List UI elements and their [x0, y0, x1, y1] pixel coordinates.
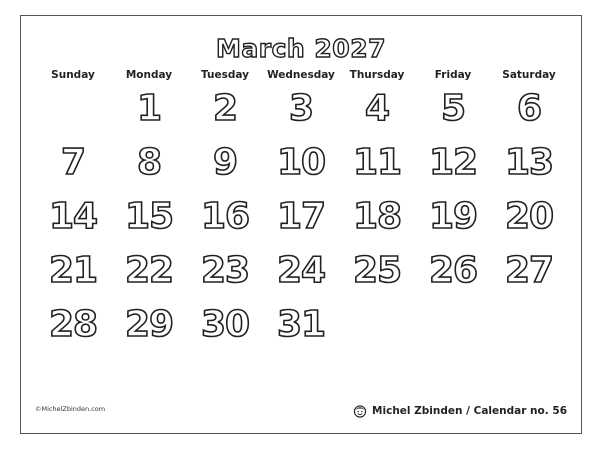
- day-cell: 5: [440, 88, 466, 129]
- day-cell: 31: [276, 304, 326, 345]
- day-cell: 3: [288, 88, 314, 129]
- author-credit-text: Michel Zbinden / Calendar no. 56: [372, 405, 567, 417]
- day-cell: 21: [48, 250, 98, 291]
- day-cell: 17: [276, 196, 326, 237]
- day-cell: 30: [200, 304, 250, 345]
- day-cell: 26: [428, 250, 478, 291]
- author-credit: [353, 404, 567, 418]
- day-cell: 11: [352, 142, 402, 183]
- day-cell: 23: [200, 250, 250, 291]
- weekday-label: Monday: [125, 69, 173, 81]
- day-cell: 9: [212, 142, 238, 183]
- day-cell: 14: [48, 196, 98, 237]
- day-cell: 13: [504, 142, 554, 183]
- day-cell: 18: [352, 196, 402, 237]
- day-cell: 6: [516, 88, 542, 129]
- day-grid: [35, 82, 567, 352]
- weekday-header-row: [35, 69, 567, 81]
- calendar-page: [20, 15, 582, 434]
- smiley-face-icon: [353, 404, 367, 418]
- weekday-label: Wednesday: [267, 69, 335, 81]
- weekday-label: Thursday: [349, 69, 405, 81]
- day-cell: 20: [504, 196, 554, 237]
- day-cell: 12: [428, 142, 478, 183]
- website-credit: ©MichelZbinden.com: [35, 405, 106, 413]
- day-cell: 28: [48, 304, 98, 345]
- day-cell: 10: [276, 142, 326, 183]
- day-cell: 8: [136, 142, 162, 183]
- weekday-label: Tuesday: [201, 69, 249, 81]
- day-cell: 27: [504, 250, 554, 291]
- empty-day-cell: [35, 82, 111, 136]
- weekday-label: Saturday: [502, 69, 556, 81]
- day-cell: 2: [212, 88, 238, 129]
- day-cell: 7: [60, 142, 86, 183]
- day-cell: 29: [124, 304, 174, 345]
- day-cell: 25: [352, 250, 402, 291]
- day-cell: 19: [428, 196, 478, 237]
- day-cell: 4: [364, 88, 390, 129]
- weekday-label: Sunday: [51, 69, 95, 81]
- day-cell: 16: [200, 196, 250, 237]
- day-cell: 15: [124, 196, 174, 237]
- calendar-title: March 2027: [216, 34, 386, 63]
- day-cell: 22: [124, 250, 174, 291]
- day-cell: 24: [276, 250, 326, 291]
- weekday-label: Friday: [434, 69, 472, 81]
- day-cell: 1: [136, 88, 162, 129]
